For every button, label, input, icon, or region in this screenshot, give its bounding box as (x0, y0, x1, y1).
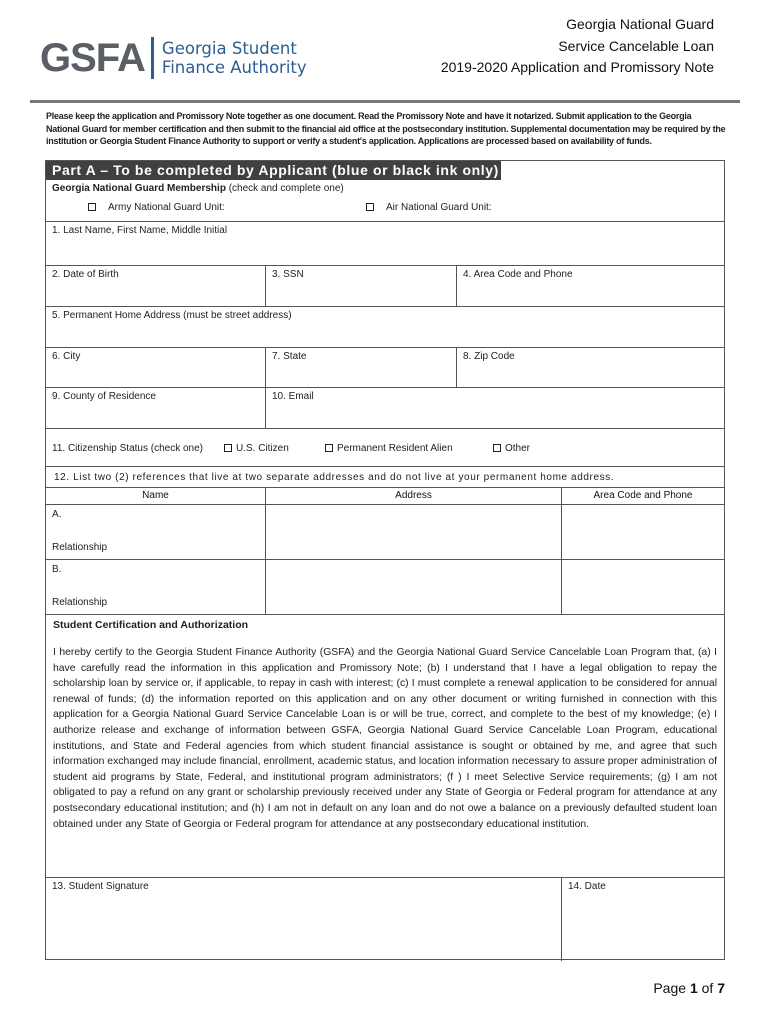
state-field[interactable]: 7. State (266, 348, 457, 387)
title-line1: Georgia National Guard (566, 16, 714, 32)
permanent-resident-option[interactable]: Permanent Resident Alien (325, 443, 453, 454)
signature-row (46, 877, 724, 961)
other-checkbox[interactable] (493, 444, 501, 452)
dob-ssn-phone-row (46, 266, 724, 307)
air-unit-option[interactable]: Air National Guard Unit: (366, 202, 492, 213)
instructions: Please keep the application and Promissory Note together as one document. Read the Promissory Note and have it notarized. Submit application to the Georgia National Guard for member certification and then submit to the financial aid office at the postsecondary institution. Supplemental documentation may be required by the institution or Georgia Student Finance Authority to support or verify a student's application. Applications are processed based on availability of funds. (46, 111, 726, 146)
reference-a-row (46, 505, 724, 560)
certification-heading: Student Certification and Authorization (53, 619, 249, 631)
reference-b-name[interactable]: B. Relationship (46, 560, 266, 614)
gsfa-logo (40, 36, 307, 80)
date-field[interactable]: 14. Date (568, 881, 606, 892)
references-row (46, 467, 724, 488)
page-number: Page 1 of 7 (653, 980, 725, 996)
col-name: Name (46, 488, 266, 504)
air-checkbox[interactable] (366, 203, 374, 211)
name-field-label: 1. Last Name, First Name, Middle Initial (52, 225, 228, 236)
email-field[interactable]: 10. Email (272, 391, 314, 402)
us-citizen-option[interactable]: U.S. Citizen (224, 443, 289, 454)
logo-name-line2: Finance Authority (161, 58, 307, 77)
zip-field[interactable]: 8. Zip Code (463, 351, 515, 362)
document-title (441, 14, 714, 79)
title-line2: Service Cancelable Loan (558, 37, 714, 54)
county-field[interactable]: 9. County of Residence (46, 388, 266, 428)
reference-b-phone[interactable] (562, 560, 724, 614)
address-field-label: 5. Permanent Home Address (must be street address) (52, 310, 292, 321)
us-citizen-checkbox[interactable] (224, 444, 232, 452)
reference-b-address[interactable] (266, 560, 562, 614)
title-line3: 2019-2020 Application and Promissory Note (440, 59, 714, 75)
membership-label: Georgia National Guard Membership (check and complete one) (52, 183, 344, 194)
address-row[interactable] (46, 307, 724, 348)
county-email-row (46, 388, 724, 429)
reference-b-row (46, 560, 724, 615)
reference-a-phone[interactable] (562, 505, 724, 559)
col-address: Address (266, 488, 562, 504)
ssn-field[interactable]: 3. SSN (266, 266, 457, 306)
logo-name (162, 39, 307, 77)
dob-field[interactable]: 2. Date of Birth (46, 266, 266, 306)
header-rule (30, 100, 740, 103)
logo-divider (151, 37, 154, 79)
city-state-zip-row (46, 348, 724, 388)
phone-field[interactable]: 4. Area Code and Phone (463, 269, 573, 280)
reference-a-address[interactable] (266, 505, 562, 559)
references-header (46, 488, 724, 505)
army-checkbox[interactable] (88, 203, 96, 211)
student-signature-field[interactable]: 13. Student Signature (46, 878, 562, 961)
other-option[interactable]: Other (493, 443, 530, 454)
col-phone: Area Code and Phone (593, 490, 693, 501)
part-a-heading: Part A – To be completed by Applicant (blue or black ink only) (46, 161, 501, 180)
membership-row (46, 180, 724, 222)
name-row (46, 222, 724, 266)
citizenship-row (46, 429, 724, 467)
army-unit-option[interactable]: Army National Guard Unit: (88, 202, 225, 213)
certification-text: I hereby certify to the Georgia Student Finance Authority (GSFA) and the Georgia National Guard Service Cancelable Loan Program that, (a) I have carefully read the information in this application and Promissory Note; (b) I understand that I have a legal obligation to repay the scholarship loan by service or, if applicable, to repay in cash with interest; (c) I must complete a renewal application to be considered for annual renewal of funds; (d) the information reported on this application and on any other document or writing furnished in connection with this application for a Georgia National Guard Service Cancelable Loan is or will be true, correct, and complete to the best of my knowledge; (e) I authorize release and exchange of information between GSFA, Georgia National Guard Service Cancelable Loan Program, educational institutions, and State and Federal agencies from which student financial assistance is sought or obtained by me, and agree that such information exchanged may include financial, enrollment, academic status, and location information necessary to assure proper administration of student aid programs by State, Federal, and institutional program administrators; (f ) I meet Selective Service requirements; (g) I am not obligated to pay a refund on any grant or scholarship previously received under any State of Georgia or Federal program for attendance at any postsecondary educational institution; and (h) I am not in default on any loan and do not owe a balance on a previously defaulted student loan obtained under any State of Georgia or Federal program for attendance at any postsecondary educational institution. (53, 647, 717, 830)
references-label: 12. List two (2) references that live at two separate addresses and do not live at your permanent home address. (54, 472, 615, 483)
city-field[interactable]: 6. City (46, 348, 266, 387)
logo-name-line1: Georgia Student (161, 39, 297, 58)
citizenship-label: 11. Citizenship Status (check one) (52, 443, 204, 454)
permanent-resident-checkbox[interactable] (325, 444, 333, 452)
reference-a-name[interactable]: A. Relationship (46, 505, 266, 559)
logo-mark: GSFA (40, 36, 145, 80)
application-form (45, 160, 725, 960)
